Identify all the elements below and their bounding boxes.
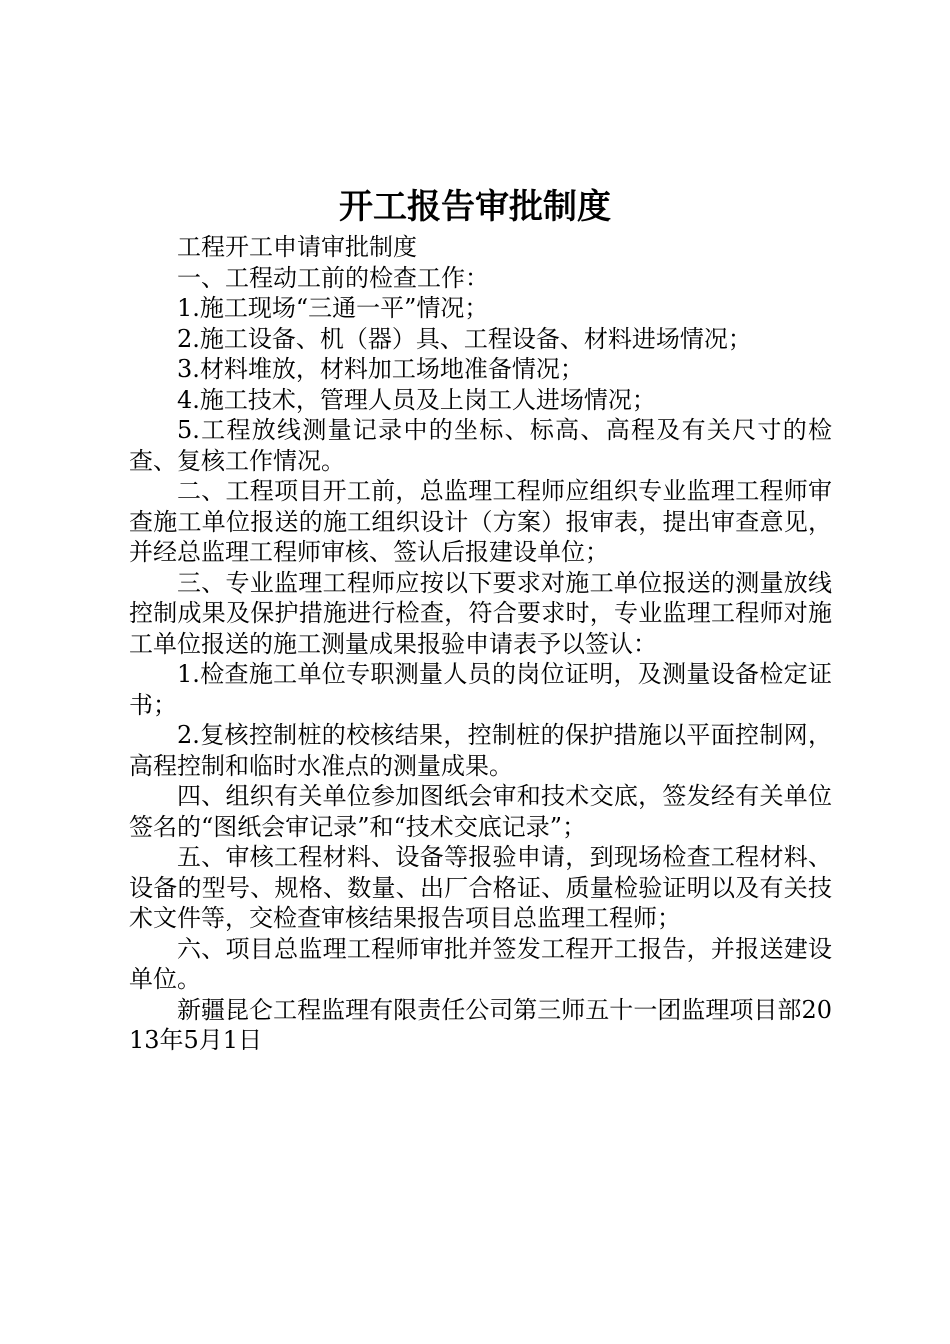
- paragraph-item-1-2: 2.施工设备、机（器）具、工程设备、材料进场情况；: [177, 324, 752, 353]
- paragraph-section-2: 二、工程项目开工前，总监理工程师应组织专业监理工程师审查施工单位报送的施工组织设计（方案）报审表，提出审查意见，并经总监理工程师审核、签认后报建设单位；: [129, 477, 832, 566]
- paragraph-section-6: 六、项目总监理工程师审批并签发工程开工报告，并报送建设单位。: [129, 934, 832, 993]
- paragraph-section-3: 三、专业监理工程师应按以下要求对施工单位报送的测量放线控制成果及保护措施进行检查，符合要求时，专业监理工程师对施工单位报送的施工测量成果报验申请表予以签认：: [129, 568, 832, 658]
- paragraph-item-1-4: 4.施工技术，管理人员及上岗工人进场情况；: [177, 385, 656, 414]
- paragraph-item-3-1: 1.检查施工单位专职测量人员的岗位证明，及测量设备检定证书；: [129, 660, 832, 719]
- paragraph-item-3-2: 2.复核控制桩的校核结果，控制桩的保护措施以平面控制网，高程控制和临时水准点的测量成果。: [129, 721, 832, 780]
- paragraph-subtitle: 工程开工申请审批制度: [177, 233, 417, 261]
- paragraph-item-1-5: 5.工程放线测量记录中的坐标、标高、高程及有关尺寸的检查、复核工作情况。: [129, 416, 832, 475]
- paragraph-item-1-3: 3.材料堆放，材料加工场地准备情况；: [177, 355, 584, 383]
- paragraph-section-1: 一、工程动工前的检查工作：: [177, 263, 489, 292]
- paragraph-item-1-1: 1.施工现场“三通一平”情况；: [177, 294, 489, 322]
- paragraph-section-4: 四、组织有关单位参加图纸会审和技术交底，签发经有关单位签名的“图纸会审记录”和“技术交底记录”；: [129, 782, 832, 841]
- document-body: [129, 232, 832, 1056]
- document-title: 开工报告审批制度: [339, 187, 611, 227]
- paragraph-signature: 新疆昆仑工程监理有限责任公司第三师五十一团监理项目部2013年5月1日: [129, 995, 832, 1054]
- paragraph-section-5: 五、审核工程材料、设备等报验申请，到现场检查工程材料、设备的型号、规格、数量、出厂合格证、质量检验证明以及有关技术文件等，交检查审核结果报告项目总监理工程师；: [129, 843, 832, 932]
